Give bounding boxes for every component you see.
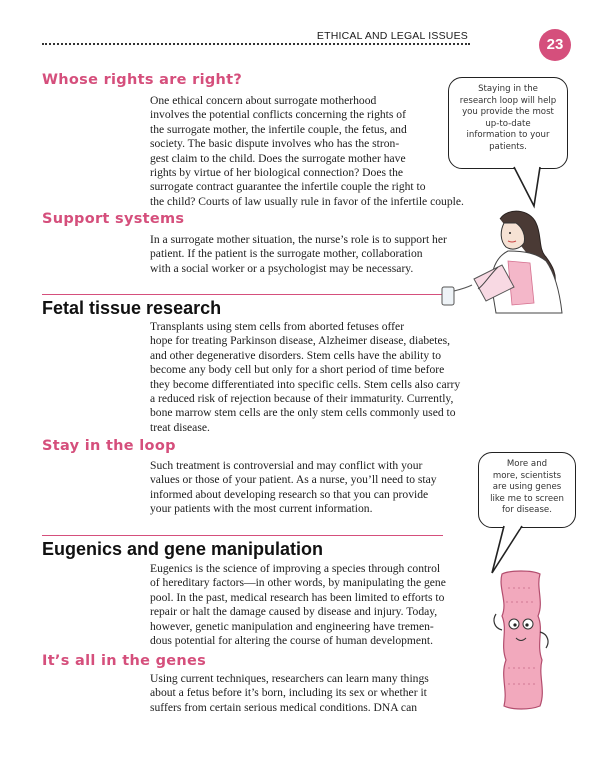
- paragraph-eugenics: [150, 562, 490, 648]
- heading-support-systems: Support systems: [42, 211, 185, 227]
- text-line: dous potential for altering the course of human development.: [150, 634, 433, 648]
- heading-eugenics: Eugenics and gene manipulation: [42, 539, 324, 559]
- text-line: Transplants using stem cells from aborted fetuses offer: [150, 320, 405, 333]
- bubble-line: like me to screen: [490, 493, 564, 504]
- text-line: Such treatment is controversial and may conflict with your: [150, 459, 423, 472]
- page-number-badge: 23: [539, 29, 571, 61]
- text-line: with a social worker or a psychologist may be necessary.: [150, 261, 414, 275]
- text-line: involves the potential conflicts concerning the rights of: [150, 108, 406, 122]
- text-line: One ethical concern about surrogate motherhood: [150, 94, 377, 107]
- paragraph-stay-in-loop: [150, 459, 490, 517]
- text-line: of hereditary factors—in other words, by manipulating the gene: [150, 576, 446, 590]
- text-line: they become differentiated into specific cells. Stem cells also carry: [150, 377, 461, 391]
- bubble-line: research loop will help: [459, 95, 557, 106]
- text-line: the surrogate mother, the infertile couple, the fetus, and: [150, 122, 407, 136]
- text-line: informed about developing research so that you can provide: [150, 487, 429, 501]
- text-line: society. The basic dispute involves who has the stron-: [150, 137, 400, 151]
- text-line: Eugenics is the science of improving a species through control: [150, 562, 441, 575]
- nurse-illustration: [438, 205, 568, 315]
- section-rule: [42, 535, 443, 536]
- bubble-line: are using genes: [492, 482, 562, 492]
- text-line: In a surrogate mother situation, the nurse’s role is to support her: [150, 233, 447, 246]
- gene-mascot-illustration: [488, 568, 556, 712]
- header-dotted-rule: [42, 43, 470, 45]
- paragraph-in-the-genes: [150, 672, 490, 715]
- text-line: the child? Courts of law usually rule in favor of the infertile couple.: [150, 194, 464, 208]
- text-line: a reduced risk of rejection because of their immaturity. Currently,: [150, 392, 454, 406]
- running-head: ETHICAL AND LEGAL ISSUES: [316, 30, 468, 42]
- text-line: repair or halt the damage caused by disease and injury. Today,: [150, 605, 438, 619]
- text-line: Using current techniques, researchers can learn many things: [150, 672, 429, 685]
- text-line: patient. If the patient is the surrogate mother, collaboration: [150, 247, 423, 261]
- text-line: suffers from certain serious medical conditions. DNA can: [150, 700, 418, 714]
- text-line: surrogate contract guarantee the infertile couple the right to: [150, 180, 426, 194]
- bubble-line: information to your: [466, 130, 550, 140]
- text-line: bone marrow stem cells are the only stem cells commonly used to: [150, 406, 456, 420]
- text-line: however, genetic manipulation and engineering have tremen-: [150, 619, 434, 633]
- bubble-line: Staying in the: [478, 84, 538, 94]
- text-line: and other degenerative disorders. Stem cells have the ability to: [150, 348, 442, 362]
- text-line: your patients with the most current information.: [150, 502, 373, 516]
- heading-fetal-tissue: Fetal tissue research: [42, 298, 222, 318]
- text-line: values or those of your patient. As a nurse, you’ll need to stay: [150, 473, 437, 487]
- text-line: about a fetus before it’s born, including its sex or whether it: [150, 686, 427, 700]
- text-line: gest claim to the child. Does the surrogate mother have: [150, 151, 406, 165]
- paragraph-whose-rights: [150, 94, 490, 209]
- text-line: become any body cell but only for a short period of time before: [150, 363, 445, 377]
- text-line: pool. In the past, medical research has been limited to efforts to: [150, 590, 445, 604]
- bubble-line: for disease.: [502, 505, 552, 515]
- text-line: rights by virtue of her biological connection? Does the: [150, 166, 404, 180]
- bubble-line: more, scientists: [492, 470, 562, 481]
- bubble-line: up-to-date: [485, 118, 531, 129]
- text-line: hope for treating Parkinson disease, Alzheimer disease, diabetes,: [150, 334, 451, 348]
- bubble-line: patients.: [489, 141, 527, 152]
- section-rule: [42, 294, 443, 295]
- text-line: treat disease.: [150, 420, 210, 434]
- heading-in-the-genes: It’s all in the genes: [42, 653, 207, 669]
- heading-whose-rights: Whose rights are right?: [42, 72, 243, 88]
- bubble-line: More and: [506, 459, 548, 469]
- paragraph-fetal-tissue: [150, 320, 490, 435]
- bubble-line: you provide the most: [462, 107, 554, 117]
- heading-stay-in-loop: Stay in the loop: [42, 438, 176, 454]
- speech-bubble-gene: [478, 452, 576, 528]
- speech-bubble-tail: [510, 166, 550, 210]
- speech-bubble-nurse: [448, 77, 568, 169]
